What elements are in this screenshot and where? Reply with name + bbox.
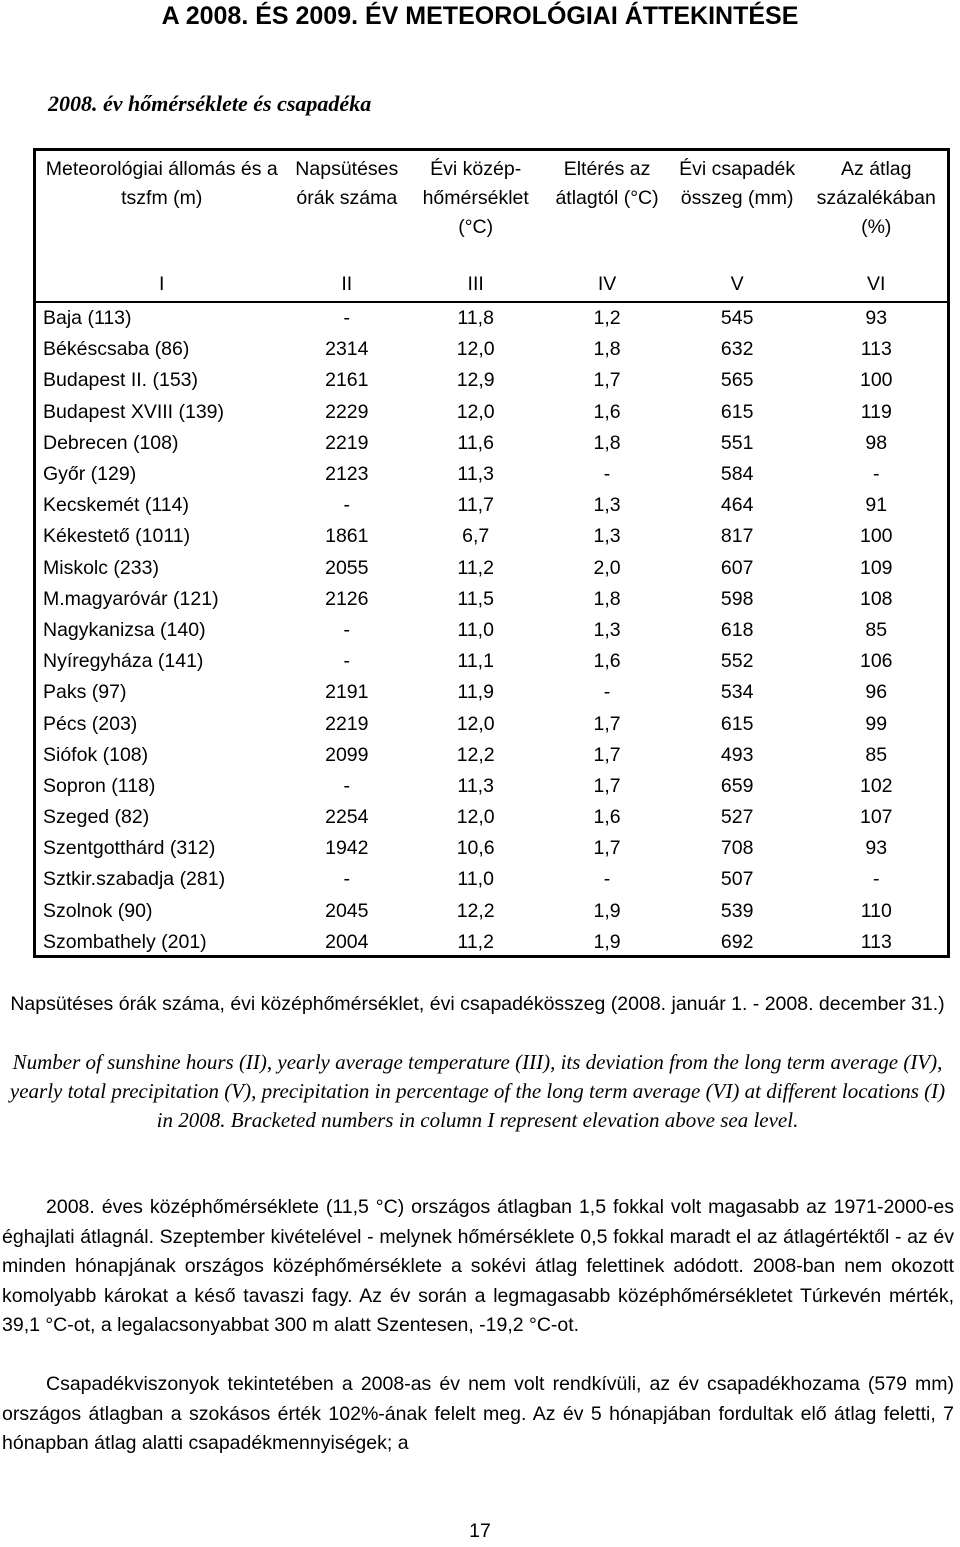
cell-percent: 100	[859, 525, 893, 548]
cell-precip: 598	[720, 587, 754, 610]
cell-deviation: 1,3	[593, 525, 621, 548]
header-percent	[806, 151, 948, 302]
table-row	[36, 365, 947, 396]
table-row	[36, 646, 947, 677]
cell-sunshine: 2314	[325, 338, 369, 361]
cell-sunshine: 2229	[325, 400, 369, 423]
cell-precip: 659	[720, 774, 754, 797]
cell-mean-temp: 11,3	[457, 463, 494, 486]
table-row	[36, 677, 947, 708]
cell-sunshine: 2219	[325, 712, 369, 735]
cell-station: Paks (97)	[43, 681, 127, 704]
cell-precip: 615	[720, 712, 754, 735]
cell-deviation: 1,7	[593, 774, 621, 797]
cell-deviation: 1,6	[593, 806, 621, 829]
cell-precip: 539	[720, 899, 754, 922]
cell-percent: 113	[860, 338, 892, 361]
table-row	[36, 584, 947, 615]
cell-mean-temp: 11,6	[457, 431, 494, 454]
cell-percent: 102	[859, 774, 893, 797]
cell-station: Szentgotthárd (312)	[43, 837, 216, 860]
cell-station: Siófok (108)	[43, 743, 149, 766]
header-roman: III	[467, 273, 484, 295]
cell-mean-temp: 11,2	[457, 556, 494, 579]
cell-deviation: 1,3	[593, 494, 621, 517]
cell-percent: 108	[859, 587, 893, 610]
cell-sunshine: 1861	[325, 525, 369, 548]
cell-sunshine: 2099	[325, 743, 369, 766]
table-header-row	[36, 151, 947, 302]
cell-precip: 615	[720, 400, 754, 423]
cell-sunshine: -	[343, 774, 351, 797]
table-row	[36, 771, 947, 802]
cell-precip: 527	[720, 806, 754, 829]
header-sunshine	[287, 151, 406, 302]
cell-deviation: 1,6	[593, 400, 621, 423]
cell-percent: 110	[860, 899, 892, 922]
header-mean-temp	[406, 151, 545, 302]
cell-deviation: 1,8	[593, 431, 621, 454]
cell-precip: 817	[720, 525, 754, 548]
cell-sunshine: 2055	[325, 556, 369, 579]
table-row	[36, 397, 947, 428]
table-row	[36, 521, 947, 552]
cell-percent: 119	[860, 400, 892, 423]
header-label: Napsütéses órák száma	[295, 158, 399, 209]
weather-table-frame	[33, 148, 950, 958]
cell-mean-temp: 12,0	[456, 338, 495, 361]
cell-percent: 109	[859, 556, 893, 579]
table-row	[36, 833, 947, 864]
cell-precip: 464	[720, 494, 754, 517]
table-row	[36, 615, 947, 646]
cell-percent: 93	[865, 307, 888, 330]
header-label: Évi csapadék összeg (mm)	[679, 158, 796, 209]
cell-station: Szolnok (90)	[43, 899, 153, 922]
cell-sunshine: 2004	[325, 930, 369, 953]
cell-mean-temp: 12,0	[456, 712, 495, 735]
cell-station: Budapest II. (153)	[43, 369, 199, 392]
cell-sunshine: -	[343, 307, 351, 330]
cell-mean-temp: 11,1	[457, 650, 494, 673]
cell-mean-temp: 11,2	[457, 930, 494, 953]
cell-mean-temp: 11,9	[457, 681, 494, 704]
cell-deviation: 1,9	[593, 899, 621, 922]
table-row	[36, 302, 947, 334]
cell-deviation: 1,2	[593, 307, 621, 330]
header-station	[36, 151, 287, 302]
cell-deviation: 1,8	[593, 587, 621, 610]
cell-precip: 708	[720, 837, 754, 860]
table-row	[36, 459, 947, 490]
cell-percent: 96	[865, 681, 888, 704]
cell-mean-temp: 11,8	[457, 307, 494, 330]
cell-sunshine: -	[343, 650, 351, 673]
cell-sunshine: 2126	[325, 587, 369, 610]
cell-mean-temp: 11,0	[457, 868, 494, 891]
table-row	[36, 927, 947, 958]
cell-percent: -	[873, 463, 880, 486]
cell-station: Baja (113)	[43, 307, 132, 330]
table-row	[36, 864, 947, 895]
cell-station: Sopron (118)	[43, 774, 156, 797]
cell-precip: 632	[720, 338, 754, 361]
header-roman: IV	[597, 273, 617, 295]
cell-percent: 93	[865, 837, 888, 860]
cell-station: Nagykanizsa (140)	[43, 618, 206, 641]
cell-precip: 545	[720, 307, 754, 330]
header-precip	[669, 151, 806, 302]
paragraph-temperature: 2008. éves középhőmérséklete (11,5 °C) országos átlagban 1,5 fokkal volt magasabb az 1971-2000-es éghajlati átlagnál. Szeptember kivételével - melynek hőmérséklete 0,5 fokkal maradt el az átlagértéktől - az év minden hónapjának országos középhőmérséklete a sokévi átlag felettinek adódott. 2008-ban nem okozott komolyabb károkat a késő tavaszi fagy. Az év során a legmagasabb középhőmérsékletet Túrkevén mérték, 39,1 °C-ot, a legalacsonyabbat 300 m alatt Szentesen, -19,2 °C-ot.	[2, 1196, 954, 1336]
cell-mean-temp: 12,0	[456, 400, 495, 423]
cell-station: Szombathely (201)	[43, 930, 207, 953]
caption-hungarian: Napsütéses órák száma, évi középhőmérséklet, évi csapadékösszeg (2008. január 1. - 2008. december 31.)	[10, 993, 945, 1015]
cell-mean-temp: 11,0	[457, 618, 494, 641]
cell-station: Nyíregyháza (141)	[43, 650, 204, 673]
cell-sunshine: 2191	[325, 681, 369, 704]
cell-percent: 85	[865, 618, 888, 641]
cell-percent: 91	[865, 494, 888, 517]
cell-precip: 534	[720, 681, 754, 704]
cell-percent: 98	[865, 431, 888, 454]
cell-station: Békéscsaba (86)	[43, 338, 190, 361]
cell-station: Kékestető (1011)	[43, 525, 191, 548]
cell-station: Győr (129)	[43, 463, 137, 486]
paragraph-precipitation: Csapadékviszonyok tekintetében a 2008-as év nem volt rendkívüli, az év csapadékhozama (579 mm) országos átlagban a szokásos érték 102%-ának felelt meg. Az év 5 hónapjában fordultak elő átlag feletti, 7 hónapban átlag alatti csapadékmennyiségek; a	[2, 1373, 954, 1454]
cell-sunshine: -	[343, 618, 351, 641]
cell-sunshine: -	[343, 494, 351, 517]
table-row	[36, 740, 947, 771]
cell-station: Sztkir.szabadja (281)	[43, 868, 226, 891]
cell-sunshine: 2123	[325, 463, 369, 486]
cell-mean-temp: 12,0	[456, 806, 495, 829]
header-roman: V	[730, 273, 744, 295]
cell-deviation: 1,7	[593, 743, 621, 766]
cell-sunshine: 2254	[325, 806, 369, 829]
cell-deviation: -	[603, 681, 611, 704]
cell-percent: 100	[859, 369, 893, 392]
cell-deviation: 1,7	[593, 369, 621, 392]
cell-percent: 113	[860, 930, 892, 953]
table-row	[36, 708, 947, 739]
cell-sunshine: 2161	[325, 369, 369, 392]
caption-english: Number of sunshine hours (II), yearly average temperature (III), its deviation from the long term average (IV), yearly total precipitation (V), precipitation in percentage of the long term average (VI) at different locations (I) in 2008. Bracketed numbers in column I represent elevation above sea level.	[9, 1050, 946, 1132]
cell-deviation: 1,9	[593, 930, 621, 953]
cell-precip: 551	[720, 431, 754, 454]
header-label: Meteorológiai állomás és a tszfm (m)	[45, 158, 278, 209]
cell-precip: 565	[720, 369, 754, 392]
cell-deviation: 1,7	[593, 837, 621, 860]
cell-precip: 507	[720, 868, 754, 891]
cell-deviation: 1,7	[593, 712, 621, 735]
cell-station: M.magyaróvár (121)	[43, 587, 219, 610]
document-title: A 2008. ÉS 2009. ÉV METEOROLÓGIAI ÁTTEKINTÉSE	[161, 2, 799, 30]
cell-deviation: 1,6	[593, 650, 621, 673]
header-roman: I	[159, 273, 165, 295]
cell-station: Budapest XVIII (139)	[43, 400, 225, 423]
cell-deviation: 2,0	[593, 556, 621, 579]
cell-sunshine: 2219	[325, 431, 369, 454]
header-roman: II	[341, 273, 353, 295]
table-row	[36, 490, 947, 521]
table-row	[36, 896, 947, 927]
table-row	[36, 334, 947, 365]
cell-precip: 607	[720, 556, 754, 579]
cell-station: Miskolc (233)	[43, 556, 159, 579]
cell-mean-temp: 6,7	[462, 525, 490, 548]
cell-mean-temp: 12,2	[456, 899, 495, 922]
cell-mean-temp: 11,7	[457, 494, 494, 517]
cell-station: Szeged (82)	[43, 806, 150, 829]
header-label: Az átlag százalékában (%)	[816, 158, 936, 238]
cell-station: Debrecen (108)	[43, 431, 179, 454]
cell-station: Pécs (203)	[43, 712, 138, 735]
cell-mean-temp: 11,3	[457, 774, 494, 797]
cell-mean-temp: 12,2	[456, 743, 495, 766]
header-label: Évi közép-hőmérséklet (°C)	[422, 158, 529, 238]
cell-percent: 106	[859, 650, 893, 673]
cell-mean-temp: 10,6	[456, 837, 495, 860]
table-body	[36, 302, 947, 958]
cell-sunshine: 2045	[325, 899, 369, 922]
header-roman: VI	[867, 273, 886, 295]
cell-percent: -	[873, 868, 880, 891]
cell-percent: 85	[865, 743, 888, 766]
cell-precip: 692	[720, 930, 754, 953]
cell-sunshine: 1942	[325, 837, 369, 860]
cell-mean-temp: 11,5	[457, 587, 494, 610]
cell-deviation: -	[603, 868, 611, 891]
header-deviation	[545, 151, 669, 302]
cell-precip: 584	[720, 463, 754, 486]
table-row	[36, 802, 947, 833]
cell-deviation: 1,8	[593, 338, 621, 361]
cell-precip: 493	[720, 743, 754, 766]
section-subtitle: 2008. év hőmérséklete és csapadéka	[48, 91, 372, 116]
table-row	[36, 553, 947, 584]
cell-station: Kecskemét (114)	[43, 494, 189, 517]
table-row	[36, 428, 947, 459]
cell-precip: 552	[720, 650, 754, 673]
weather-table	[36, 151, 947, 958]
cell-sunshine: -	[343, 868, 351, 891]
header-label: Eltérés az átlagtól (°C)	[555, 158, 659, 209]
page-number: 17	[469, 1520, 491, 1542]
cell-deviation: 1,3	[593, 618, 621, 641]
cell-percent: 107	[859, 806, 893, 829]
cell-precip: 618	[720, 618, 754, 641]
cell-deviation: -	[603, 463, 611, 486]
cell-mean-temp: 12,9	[456, 369, 495, 392]
cell-percent: 99	[865, 712, 888, 735]
